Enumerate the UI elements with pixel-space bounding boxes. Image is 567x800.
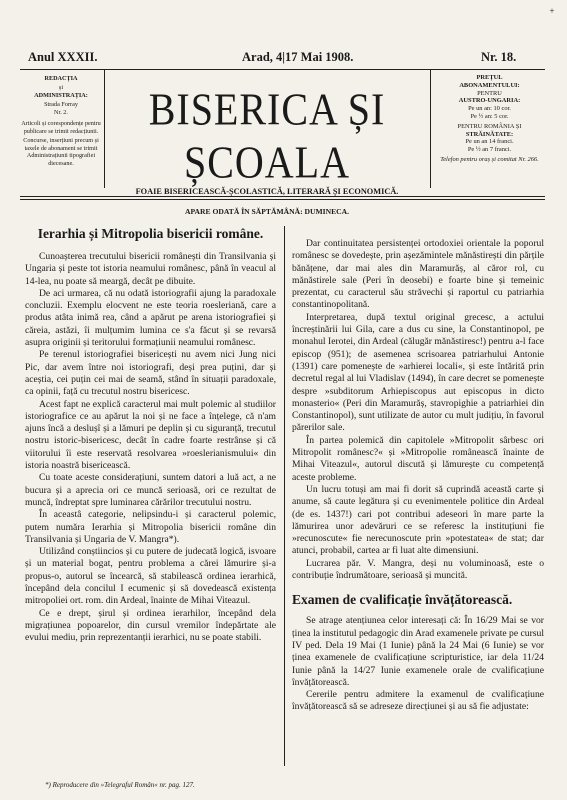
issue-number: Nr. 18. xyxy=(481,50,517,64)
editorial-street-number: Nr. 2. xyxy=(54,109,68,117)
article-heading-hierarchy: Ierarhia și Mitropolia bisericii române. xyxy=(37,226,264,241)
issue-place-date: Arad, 4|17 Mai 1908. xyxy=(242,50,354,64)
price-label: PREȚUL xyxy=(476,74,503,81)
romania-label: PENTRU ROMÂNIA ȘI xyxy=(457,122,522,130)
austria-half-year-price: Pe ½ an: 5 cor. xyxy=(470,112,509,120)
right-column xyxy=(292,238,544,714)
paragraph: Acest fapt ne explică caracterul mai mult polemic al studiilor istoriografice ce au apărut la noi și ne face a înțelege, că n'am ajuns încă a deslușî și a lămuri pe deplin și cu siguranță, trecutul nostru istoric-bisericesc, decât în cadre foarte restrânse și că viitorului îi este reservată resolvarea »roeslerianismului« din istoria noastră bisericească. xyxy=(25,398,276,472)
publication-frequency: APARE ODATĂ ÎN SĂPTĂMÂNĂ: DUMINECA. xyxy=(184,207,350,216)
subscription-label: ABONAMENTULUI: xyxy=(459,81,520,89)
issue-header xyxy=(20,50,545,67)
masthead-bottom-rule xyxy=(20,196,545,197)
editorial-info-box xyxy=(20,75,102,169)
paragraph: În aceastâ categorie, nelipsindu-i și caracterul polemic, putem număra Ierarhia și Mitropolia bisericii române din Transilvania și Ungaria de V. Mangra*). xyxy=(25,509,276,545)
masthead-left-divider xyxy=(104,70,105,188)
for-label: PENTRU xyxy=(477,89,502,97)
editorial-street: Strada Forray xyxy=(44,100,78,108)
paragraph: Cunoașterea trecutului bisericii românești din Transilvania și Ungaria și peste tot istoria neamului românesc, până în veacul al 14-lea, nu poate să meargă, decât pe dibuite. xyxy=(25,251,276,287)
paragraph: Cu toate aceste considerațiuni, suntem datori a luă act, a ne bucura și a aprecia ori ce muncă serioasă, ori ce rezultat de muncă, îndreptat spre luminarea cărărilor trecutului nostru. xyxy=(25,472,276,508)
paragraph: Interpretarea, după textul original grecesc, a actului încreștinării lui Gila, care a dus cu sine, la Constantinopol, pe monahul Ierotei, din Ardeal (călugăr mănăstiresc!) pentru a-l face episcop (951); de asemenea scrisoarea patriarhului Antonie (1391) care pomenește de »arhierei locali«, și este întărită prin decretul regal al lui Vladislav (1494), în care decret se pomenește despre »subditorum Arhiepiscopus aut episcopus in dicto monasterio« (Peri din Maramurăș, stavropighie a patriarhiei din Constantinopol), sunt utilizate de autor cu mult judițiu, în favorul părerilor sale. xyxy=(292,311,544,434)
paragraph: Un lucru totuși am mai fi dorit să cuprindă această carte și anume, să caute legătura și cu evenimentele politice din Ardeal (de es. 1437!) cari pot contribui adeseori în mare parte la lămurirea unor adevăruri ce se referesc la instituțiuni fie »recunoscute« fie nerecunoscute prin »potestatea« de stat; dar atunci, probabil, cartea ar fi luat alte dimensiuni. xyxy=(292,483,544,557)
article-heading-exam: Examen de cvalificație învățătorească. xyxy=(292,592,513,608)
paragraph: Utilizând conștiincios și cu putere de judecată logică, isvoare și un material bogat, pentru problema a cărei lămurire și-a propus-o, autorul se încearcă, să stabilească ordinea ierarhică, începând dela concilul I ecumenic și să dovedească existența mitropoliei ort. rom. din Ardeal, înainte de Mihai Viteazul. xyxy=(25,546,276,607)
paragraph: Pe terenul istoriografiei bisericești nu avem nici Jung nici Pic, dar avem între noi istoriografi, deși prea puțini, dar și aceștia, cei puțin cei mai de seamă, stând în situații paradoxale, ca opinii, față cu trecutul nostru bisericesc. xyxy=(25,349,276,398)
paragraph: Cererile pentru admitere la examenul de cvalificațiune învățătorească să se adreseze direcțiunei și au să fie adjustate: xyxy=(292,689,544,713)
austria-year-price: Pe un an: 10 cor. xyxy=(468,105,511,113)
paragraph: Ce e drept, șirul și ordinea ierarhilor, începând dela migrațiunea popoarelor, din cursul vremilor îndepărtate ale evului mediu, prin reprezentanții ierarhici, nu se poate stabili. xyxy=(25,607,276,644)
paragraph: În partea polemică din capitolele »Mitropolit sârbesc ori Mitropolit românesc?« și »Mitropolie românească înainte de Mihai Viteazul«, autorul discută și lămurește cu competență aceste probleme. xyxy=(292,434,544,483)
paragraph: Lucrarea păr. V. Mangra, deși nu voluminoasă, este o contribuție îndrumătoare, serioasă și muncită. xyxy=(292,557,544,582)
journal-title: BISERICA ȘI ȘCOALA xyxy=(148,83,386,188)
administration-label: ADMINISTRAȚIA: xyxy=(34,92,88,100)
left-column xyxy=(25,226,276,645)
paragraph: Se atrage atențiunea celor interesați că: În 16/29 Mai se vor ținea la institutul pedagogic din Arad examenele private pe cursul IV ped. Dela 19 Mai (1 Iunie) până la 24 Mai (6 Iunie) se vor ținea examenele de cvalificațiune scripturistice, iar dela 11/24 Iunie până la 14/27 Iunie examenele orale de cvalificațiune învățătorească. xyxy=(292,615,544,688)
masthead-right-divider xyxy=(430,70,431,188)
subscription-price-box xyxy=(434,74,545,164)
editorial-label: REDACȚIA xyxy=(44,75,78,82)
abroad-half-year-price: Pe ½ an 7 franci. xyxy=(467,146,512,154)
masthead-bottom-rule-2 xyxy=(20,199,545,200)
paragraph: Dar continuitatea persistenței ortodoxiei orientale la poporul românesc se dovedește, prin așezămintele mănăstirești din părțile bănățene, dar mai ales din Maramurăș, al căror rol, cu mănăstirele sale (Peri în deosebi) e foarte bine și temeinic prezentat, cu caracterul său străvechi și raportul cu patriarhia constantinopolitană. xyxy=(292,238,544,311)
telephone-note: Telefon pentru oraș și comitat Nr. 266. xyxy=(440,155,539,163)
header-rule xyxy=(20,69,545,70)
editorial-articles-note: Articoli și corespondențe pentru publicare se trimit redacțiunii. xyxy=(21,119,101,135)
column-divider xyxy=(284,226,285,766)
paragraph: De aci urmarea, că nu odată istoriografii ajung la paradoxale concluzii. Exemplu elocvent ne este teoria roesleriană, care a produs atâta inimă rea, când a apărut pe arena istoriografiei și căreia, astăzi, îi mulțumim lumina ce s'a făcut și se revarsă asupra originii și teritorului formațiunii neamului românesc. xyxy=(25,287,276,349)
austria-hungary-label: AUSTRO-UNGARIA: xyxy=(458,97,521,105)
abroad-label: STRĂINĂTATE: xyxy=(465,130,514,138)
issue-year: Anul XXXII. xyxy=(28,50,98,64)
footnote: *) Reproducere din »Telegraful Român« nr. pag. 127. xyxy=(45,781,195,789)
journal-subtitle: FOAIE BISERICEASCĂ-ȘCOLASTICĂ, LITERARĂ ȘI ECONOMICĂ. xyxy=(135,187,399,196)
abroad-year-price: Pe un an 14 franci. xyxy=(465,138,514,146)
corner-mark: + xyxy=(548,6,555,16)
editorial-subscription-note: Concurse, inserțiuni precum și taxele de abonament se trimit Administrațiunii tipografiei diecesane. xyxy=(23,137,99,167)
editorial-and: și xyxy=(58,83,64,91)
